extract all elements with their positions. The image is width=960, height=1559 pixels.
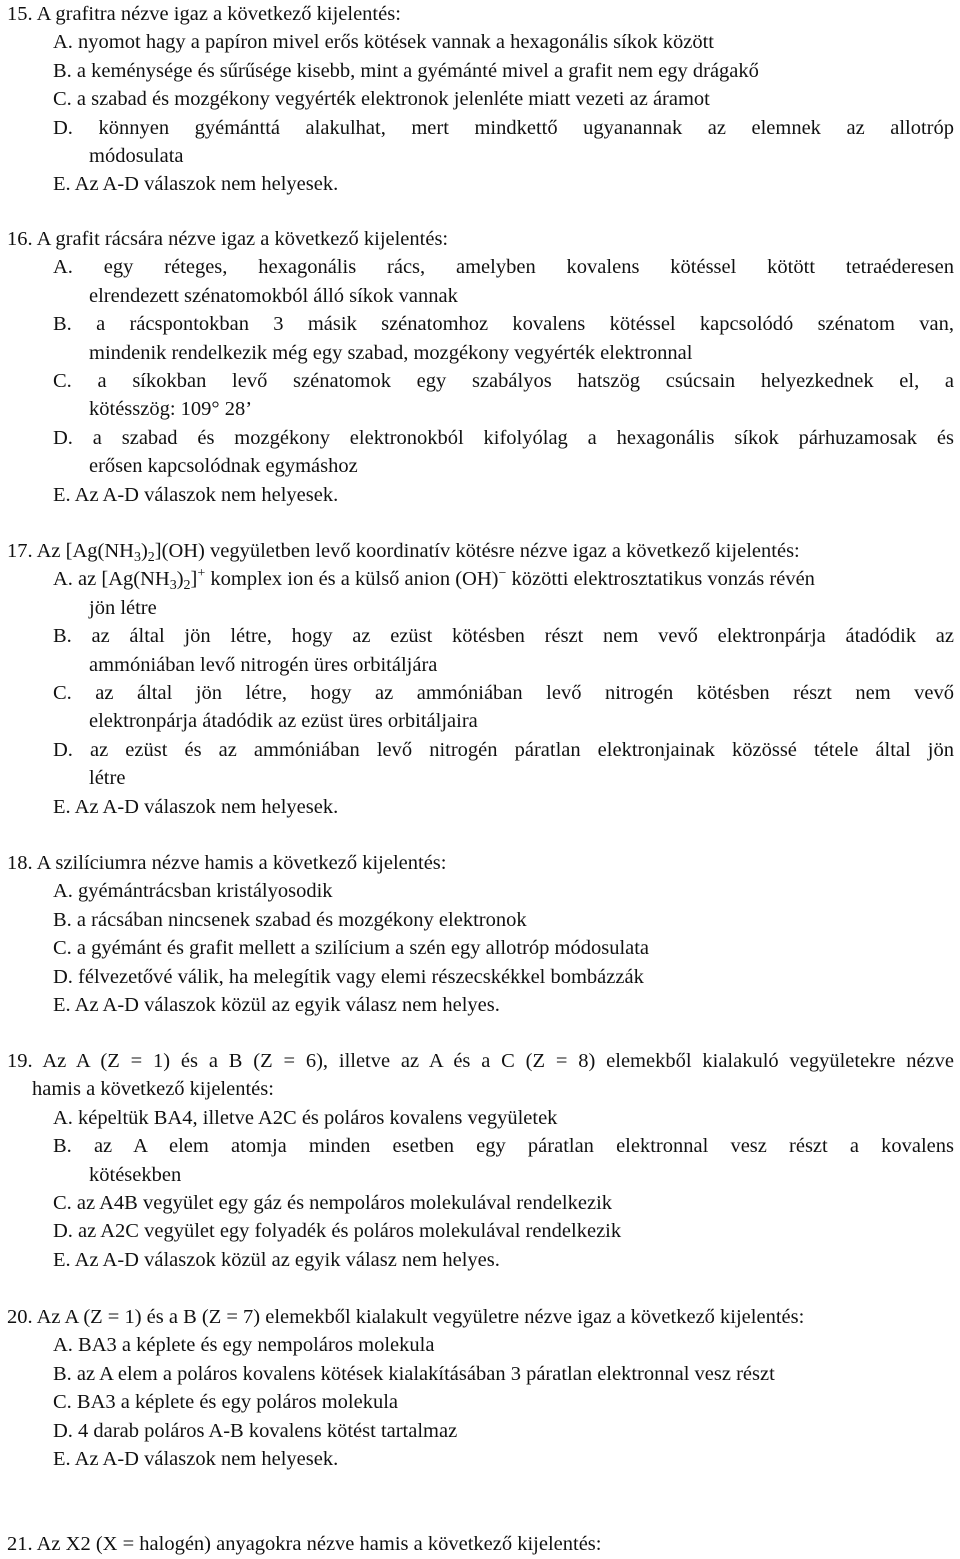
option-text: komplex ion és a külső anion (OH) xyxy=(205,568,499,591)
question-17-option-a-cont: jön létre xyxy=(89,596,157,619)
question-16-option-c-cont: kötésszög: 109° 28’ xyxy=(89,398,253,421)
question-15-option-c: C. a szabad és mozgékony vegyérték elektronok jelenléte miatt vezeti az áramot xyxy=(53,88,710,111)
stem-text: 17. Az [Ag(NH xyxy=(7,540,134,562)
question-16-option-d-cont: erősen kapcsolódnak egymáshoz xyxy=(89,455,358,478)
question-20-option-a: A. BA3 a képlete és egy nempoláros molekula xyxy=(53,1334,435,1357)
subscript: 3 xyxy=(133,550,141,565)
question-16-option-b-cont: mindenik rendelkezik még egy szabad, mozgékony vegyérték elektronnal xyxy=(89,341,693,364)
question-15-stem: 15. A grafitra nézve igaz a következő kijelentés: xyxy=(7,3,401,25)
question-18 xyxy=(7,849,954,1019)
question-20-option-b: B. az A elem a poláros kovalens kötések kialakításában 3 páratlan elektronnal vesz részt xyxy=(53,1362,775,1385)
question-18-option-b: B. a rácsában nincsenek szabad és mozgékony elektronok xyxy=(53,908,527,931)
subscript: 3 xyxy=(169,578,177,594)
question-19-stem-cont: hamis a következő kijelentés: xyxy=(32,1078,274,1101)
question-18-option-e: E. Az A-D válaszok közül az egyik válasz nem helyes. xyxy=(53,993,500,1016)
question-18-option-a: A. gyémántrácsban kristályosodik xyxy=(53,880,333,903)
question-15-option-b: B. a keménysége és sűrűsége kisebb, mint a gyémánté mivel a grafit nem egy drágakő xyxy=(53,59,759,82)
option-text: ] xyxy=(190,568,198,591)
question-15-option-e: E. Az A-D válaszok nem helyesek. xyxy=(53,173,339,196)
question-18-option-d: D. félvezetővé válik, ha melegítik vagy elemi részecskékkel bombázzák xyxy=(53,965,644,988)
question-17-option-c: C. az által jön létre, hogy az ammóniában levő nitrogén kötésben részt nem vevő xyxy=(53,681,954,704)
question-19-option-b-cont: kötésekben xyxy=(89,1163,182,1186)
question-17-option-b-cont: ammóniában levő nitrogén üres orbitáljára xyxy=(89,653,438,676)
question-17-option-d-cont: létre xyxy=(89,767,126,790)
superscript: − xyxy=(498,566,507,582)
question-15-option-d: D. könnyen gyémánttá alakulhat, mert mindkettő ugyanannak az elemnek az allotróp xyxy=(53,116,954,139)
question-15 xyxy=(7,0,954,199)
question-20-option-c: C. BA3 a képlete és egy poláros molekula xyxy=(53,1391,398,1414)
question-16-stem: 16. A grafit rácsára nézve igaz a következő kijelentés: xyxy=(7,228,449,250)
question-17 xyxy=(7,537,954,821)
stem-text: ](OH) vegyületben levő koordinatív kötésre nézve igaz a következő kijelentés: xyxy=(154,540,800,562)
question-19 xyxy=(7,1047,954,1274)
option-text: A. az [Ag(NH xyxy=(53,568,170,591)
option-text: közötti elektrosztatikus vonzás révén xyxy=(506,568,815,591)
question-16-option-c: C. a síkokban levő szénatomok egy szabályos hatszög csúcsain helyezkednek el, a xyxy=(53,369,954,392)
question-17-option-b: B. az által jön létre, hogy az ezüst kötésben részt nem vevő elektronpárja átadódik az xyxy=(53,625,954,648)
stem-text: ) xyxy=(140,540,148,562)
subscript: 2 xyxy=(183,578,191,594)
question-21 xyxy=(7,1530,954,1558)
question-18-stem: 18. A szilíciumra nézve hamis a következő kijelentés: xyxy=(7,852,447,874)
question-19-option-a: A. képeltük BA4, illetve A2C és poláros kovalens vegyületek xyxy=(53,1106,558,1129)
question-16-option-e: E. Az A-D válaszok nem helyesek. xyxy=(53,483,339,506)
question-16 xyxy=(7,225,954,509)
question-20-stem: 20. Az A (Z = 1) és a B (Z = 7) elemekből kialakult vegyületre nézve igaz a következő kijelentés: xyxy=(7,1306,805,1328)
question-17-stem xyxy=(7,537,954,565)
question-16-option-d: D. a szabad és mozgékony elektronokból kifolyólag a hexagonális síkok párhuzamosak és xyxy=(53,426,954,449)
subscript: 2 xyxy=(147,550,155,565)
question-17-option-d: D. az ezüst és az ammóniában levő nitrogén páratlan elektronjainak közössé tétele által jön xyxy=(53,738,954,761)
question-20-option-e: E. Az A-D válaszok nem helyesek. xyxy=(53,1447,339,1470)
question-15-option-a: A. nyomot hagy a papíron mivel erős kötések vannak a hexagonális síkok között xyxy=(53,31,714,54)
question-17-option-c-cont: elektronpárja átadódik az ezüst üres orbitáljaira xyxy=(89,710,478,733)
question-15-option-d-cont: módosulata xyxy=(89,144,184,167)
question-19-option-b: B. az A elem atomja minden esetben egy páratlan elektronnal vesz részt a kovalens xyxy=(53,1135,954,1158)
question-19-stem: 19. Az A (Z = 1) és a B (Z = 6), illetve az A és a C (Z = 8) elemekből kialakuló vegyületekre nézve xyxy=(7,1050,954,1072)
question-21-stem: 21. Az X2 (X = halogén) anyagokra nézve hamis a következő kijelentés: xyxy=(7,1533,602,1555)
question-16-option-a: A. egy réteges, hexagonális rács, amelyben kovalens kötéssel kötött tetraéderesen xyxy=(53,256,954,279)
question-19-option-d: D. az A2C vegyület egy folyadék és poláros molekulával rendelkezik xyxy=(53,1220,622,1243)
question-17-option-a xyxy=(7,565,954,593)
question-19-option-c: C. az A4B vegyület egy gáz és nempoláros molekulával rendelkezik xyxy=(53,1191,613,1214)
option-text: ) xyxy=(176,568,184,591)
question-16-option-a-cont: elrendezett szénatomokból álló síkok vannak xyxy=(89,284,458,307)
question-20-option-d: D. 4 darab poláros A-B kovalens kötést tartalmaz xyxy=(53,1419,458,1442)
superscript: + xyxy=(197,566,206,582)
question-19-option-e: E. Az A-D válaszok közül az egyik válasz nem helyes. xyxy=(53,1248,500,1271)
question-17-option-e: E. Az A-D válaszok nem helyesek. xyxy=(53,795,339,818)
question-18-option-c: C. a gyémánt és grafit mellett a szilícium a szén egy allotróp módosulata xyxy=(53,937,650,960)
question-16-option-b: B. a rácspontokban 3 másik szénatomhoz kovalens kötéssel kapcsolódó szénatom van, xyxy=(53,313,954,336)
question-20 xyxy=(7,1303,954,1473)
